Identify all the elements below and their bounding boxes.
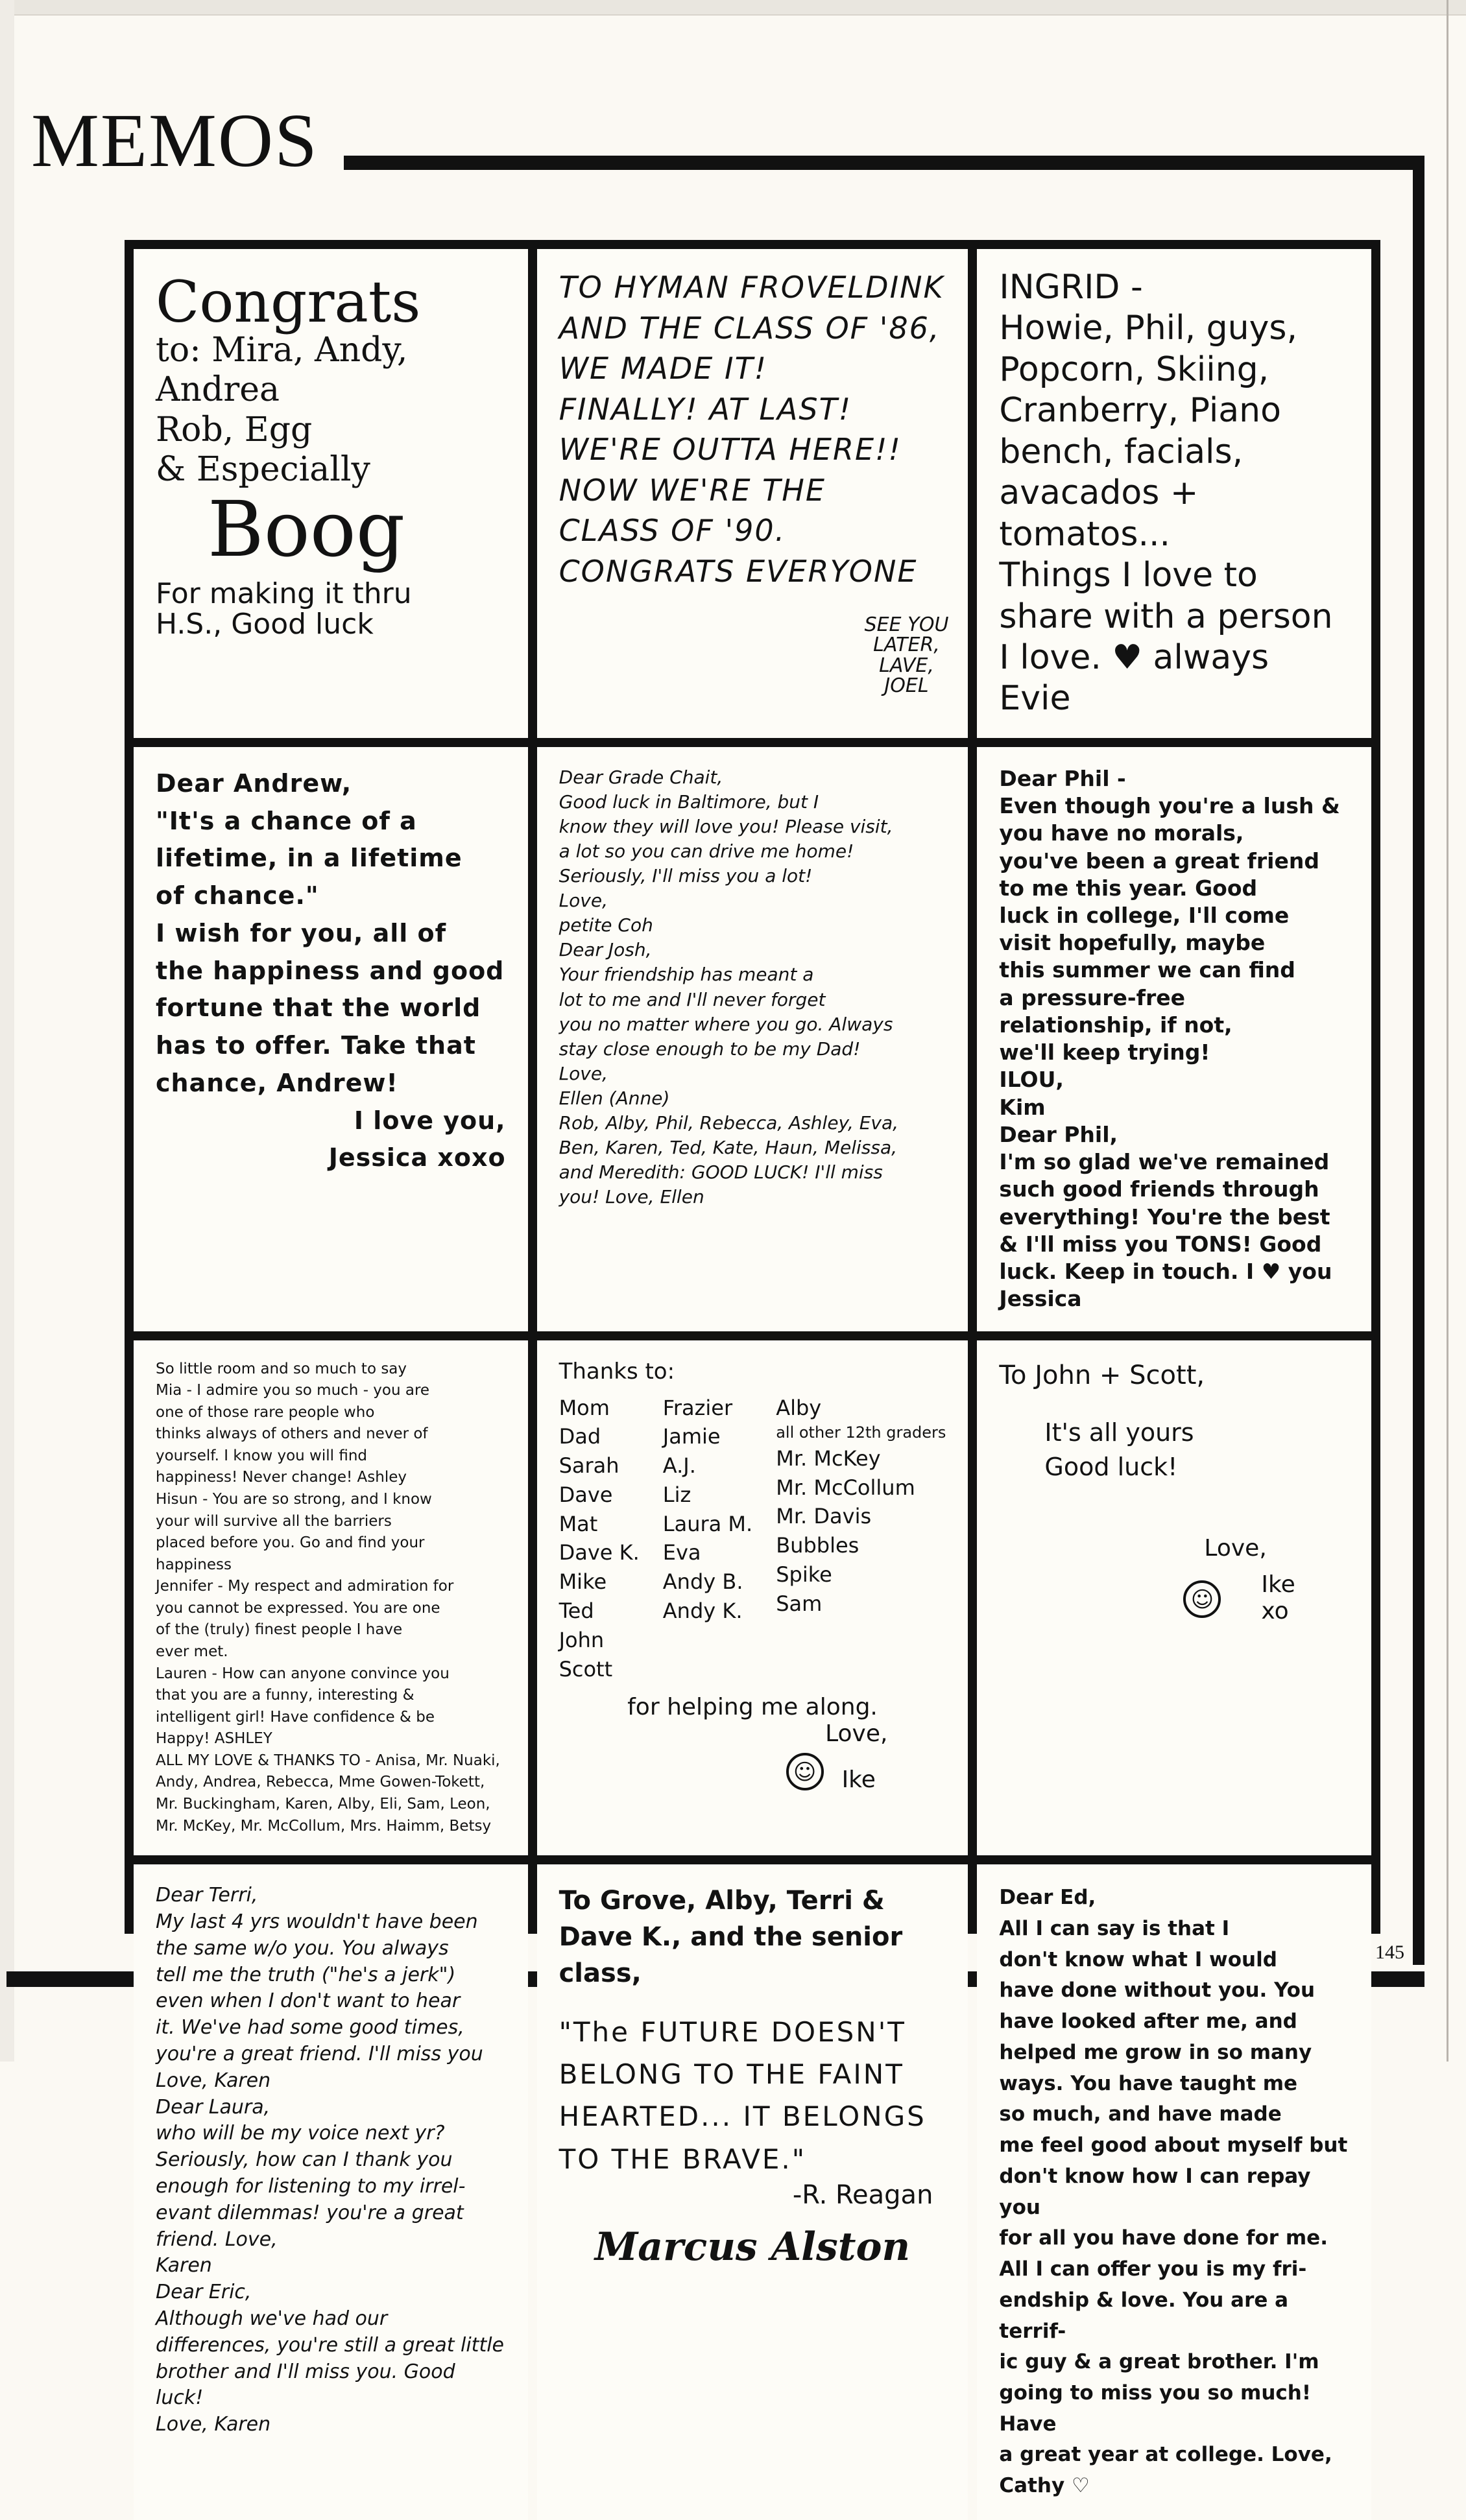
list-item: Frazier [662,1395,733,1420]
list-item: A.J. [662,1453,696,1479]
memo-reagan-quote [537,1864,968,2520]
memo-dear-ed [977,1864,1371,2520]
memo-text: Dear Ed, All I can say is that I don't know what I would have done without you. You have looked after me, and helped me grow in so many ways. You have taught me so much, and have made me feel good about myself but don't know how I can repay you for all you have done for me. All I can offer you is my fri- endship & love. You are a terrif- ic guy & a great brother. I'm going to miss you so much! Have a great year at college. Love, Cathy ♡ [999,1886,1348,2498]
list-item: Alby [776,1395,822,1420]
memo-text: Dear Terri, My last 4 yrs wouldn't have been the same w/o you. You always tell me the truth ("he's a jerk") even when I don't want to hear it. We've had some good times, you're a great friend. I'll miss you Love, Karen Dear Laura, who will be my voice next yr? Seriously, how can I thank you enough for listening to my irrel- evant dilemmas! you're a great friend. Love, Karen Dear Eric, Although we've had our differences, you're still a great little brother and I'll miss you. Good luck! Love, Karen [156,1884,504,2436]
memo-text: For making it thru H.S., Good luck [156,577,412,641]
memo-text: It's all yours Good luck! [1044,1418,1194,1481]
list-item: Eva [662,1540,701,1565]
memo-grade-chait [537,747,968,1331]
memo-text: to: Mira, Andy, Andrea Rob, Egg & Especially [156,331,408,490]
page-top-edge [0,0,1466,16]
list-item: Dad [559,1424,601,1449]
memo-dear-phil [977,747,1371,1331]
memo-quote: "The FUTURE DOESN'T BELONG TO THE FAINT HEARTED... IT BELONGS TO THE BRAVE." [559,2016,926,2175]
list-item: Andy K. [662,1599,743,1624]
title-rule [344,156,1421,170]
quote-attribution: -R. Reagan [792,2180,933,2210]
list-item: Mat [559,1511,598,1536]
memo-dear-terri [134,1864,528,2520]
memo-so-little-room [134,1340,528,1856]
list-item: Mike [559,1569,607,1595]
memo-heading: To Grove, Alby, Terri & Dave K., and the senior class, [559,1886,903,1989]
list-item: Mr. McCollum [776,1475,915,1500]
memo-signature: I love you, Jessica xoxo [328,1106,506,1172]
list-item: Liz [662,1482,691,1507]
list-item: Ted [559,1599,594,1624]
memo-text: Dear Phil - Even though you're a lush & you have no morals, you've been a great friend to me this year. Good luck in college, I'll come visit hopefully, maybe this summer we can find a pressure-free relationship, if not, we'll keep trying! ILOU, Kim Dear Phil, I'm so glad we've remained such good friends through everything! You're the best & I'll miss you TONS! Good luck. Keep in touch. I ♥ you Jessica [999,765,1340,1312]
memo-grid [125,240,1380,2498]
list-item: Sam [776,1591,823,1616]
memo-closing: Love, [825,1720,888,1748]
memo-highlight: Boog [208,484,405,575]
list-item: Jamie [662,1424,721,1449]
list-item: Mr. Davis [776,1504,872,1529]
memo-text: So little room and so much to say Mia - I admire you so much - you are one of those rare people who thinks always of others and never of yourself. I know you will find happiness! Never change! Ashley Hisun - You are so strong, and I know your will survive all the barriers placed before you. Go and find your happiness Jennifer - My respect and admiration for you cannot be expressed. You are one of the (truly) finest people I have ever met. Lauren - How can anyone convince you that you are a funny, interesting & intelligent girl! Have confidence & be Happy! ASHLEY ALL MY LOVE & THANKS TO - Anisa, Mr. Nuaki, Andy, Andrea, Rebecca, Mme Gowen-Tokett, Mr. Buckingham, Karen, Alby, Eli, Sam, Leon, Mr. McKey, Mr. McCollum, Mrs. Haimm, Betsy [156,1360,500,1835]
list-item: Bubbles [776,1533,859,1558]
page-title: MEMOS [31,98,318,183]
list-item: Dave [559,1482,613,1507]
memo-signature: Marcus Alston [594,2224,911,2270]
thanks-list [559,1394,946,1684]
memo-ingrid [977,249,1371,738]
memo-closing: Love, [1204,1534,1267,1562]
thanks-column-1 [559,1394,640,1684]
list-item: Laura M. [662,1511,753,1536]
list-item: Scott [559,1656,613,1682]
page-right-edge [1447,0,1448,2062]
memo-heading: To John + Scott, [999,1360,1205,1390]
memo-signature: Ike [841,1766,876,1794]
thanks-column-3 [776,1394,946,1684]
memo-text: Dear Grade Chait, Good luck in Baltimore, but I know they will love you! Please visit, a lot so you can drive me home! Seriously, I'll miss you a lot! Love, petite Coh Dear Josh, Your friendship has meant a lot to me and I'll never forget you no matter where you go. Always stay close enough to be my Dad! Love, Ellen (Anne) Rob, Alby, Phil, Rebecca, Ashley, Eva, Ben, Karen, Ted, Kate, Haun, Melissa, and Meredith: GOOD LUCK! I'll miss you! Love, Ellen [559,766,899,1208]
page-number: 145 [1375,1942,1404,1963]
smiley-face-icon: ☺ [1183,1580,1221,1618]
list-item: Mom [559,1395,610,1420]
memo-text: INGRID - Howie, Phil, guys, Popcorn, Skiing, Cranberry, Piano bench, facials, avacados + tomatos... Things I love to share with a person I love. ♥ always Evie [999,268,1333,719]
memo-congrats [134,249,528,738]
memo-text: TO HYMAN FROVELDINK AND THE CLASS OF '86, WE MADE IT! FINALLY! AT LAST! WE'RE OUTTA HERE!! NOW WE'RE THE CLASS OF '90. CONGRATS EVERYONE [559,270,944,589]
list-item: all other 12th graders [776,1423,946,1442]
memo-heading: Congrats [156,268,421,335]
page-left-edge [0,0,14,2062]
memo-class-of-90 [537,249,968,738]
list-item: Andy B. [662,1569,743,1595]
memo-text: for helping me along. [627,1694,878,1721]
memo-heading: Thanks to: [559,1358,675,1385]
memo-signature: Ike xo [1261,1571,1295,1624]
list-item: Spike [776,1562,832,1587]
smiley-face-icon: ☺ [786,1753,824,1790]
list-item: John [559,1627,605,1652]
memo-text: Dear Andrew, "It's a chance of a lifetime, in a lifetime of chance." I wish for you, all of the happiness and good fortune that the world has to offer. Take that chance, Andrew! [156,768,505,1097]
memo-dear-andrew [134,747,528,1331]
memo-thanks-to [537,1340,968,1856]
memo-john-scott [977,1340,1371,1856]
memo-signature: SEE YOU LATER, LAVE, JOEL [864,613,949,698]
thanks-column-2 [663,1394,752,1684]
list-item: Sarah [559,1453,619,1479]
list-item: Mr. McKey [776,1445,881,1471]
right-border-rule [1413,156,1424,1965]
list-item: Dave K. [559,1540,640,1565]
